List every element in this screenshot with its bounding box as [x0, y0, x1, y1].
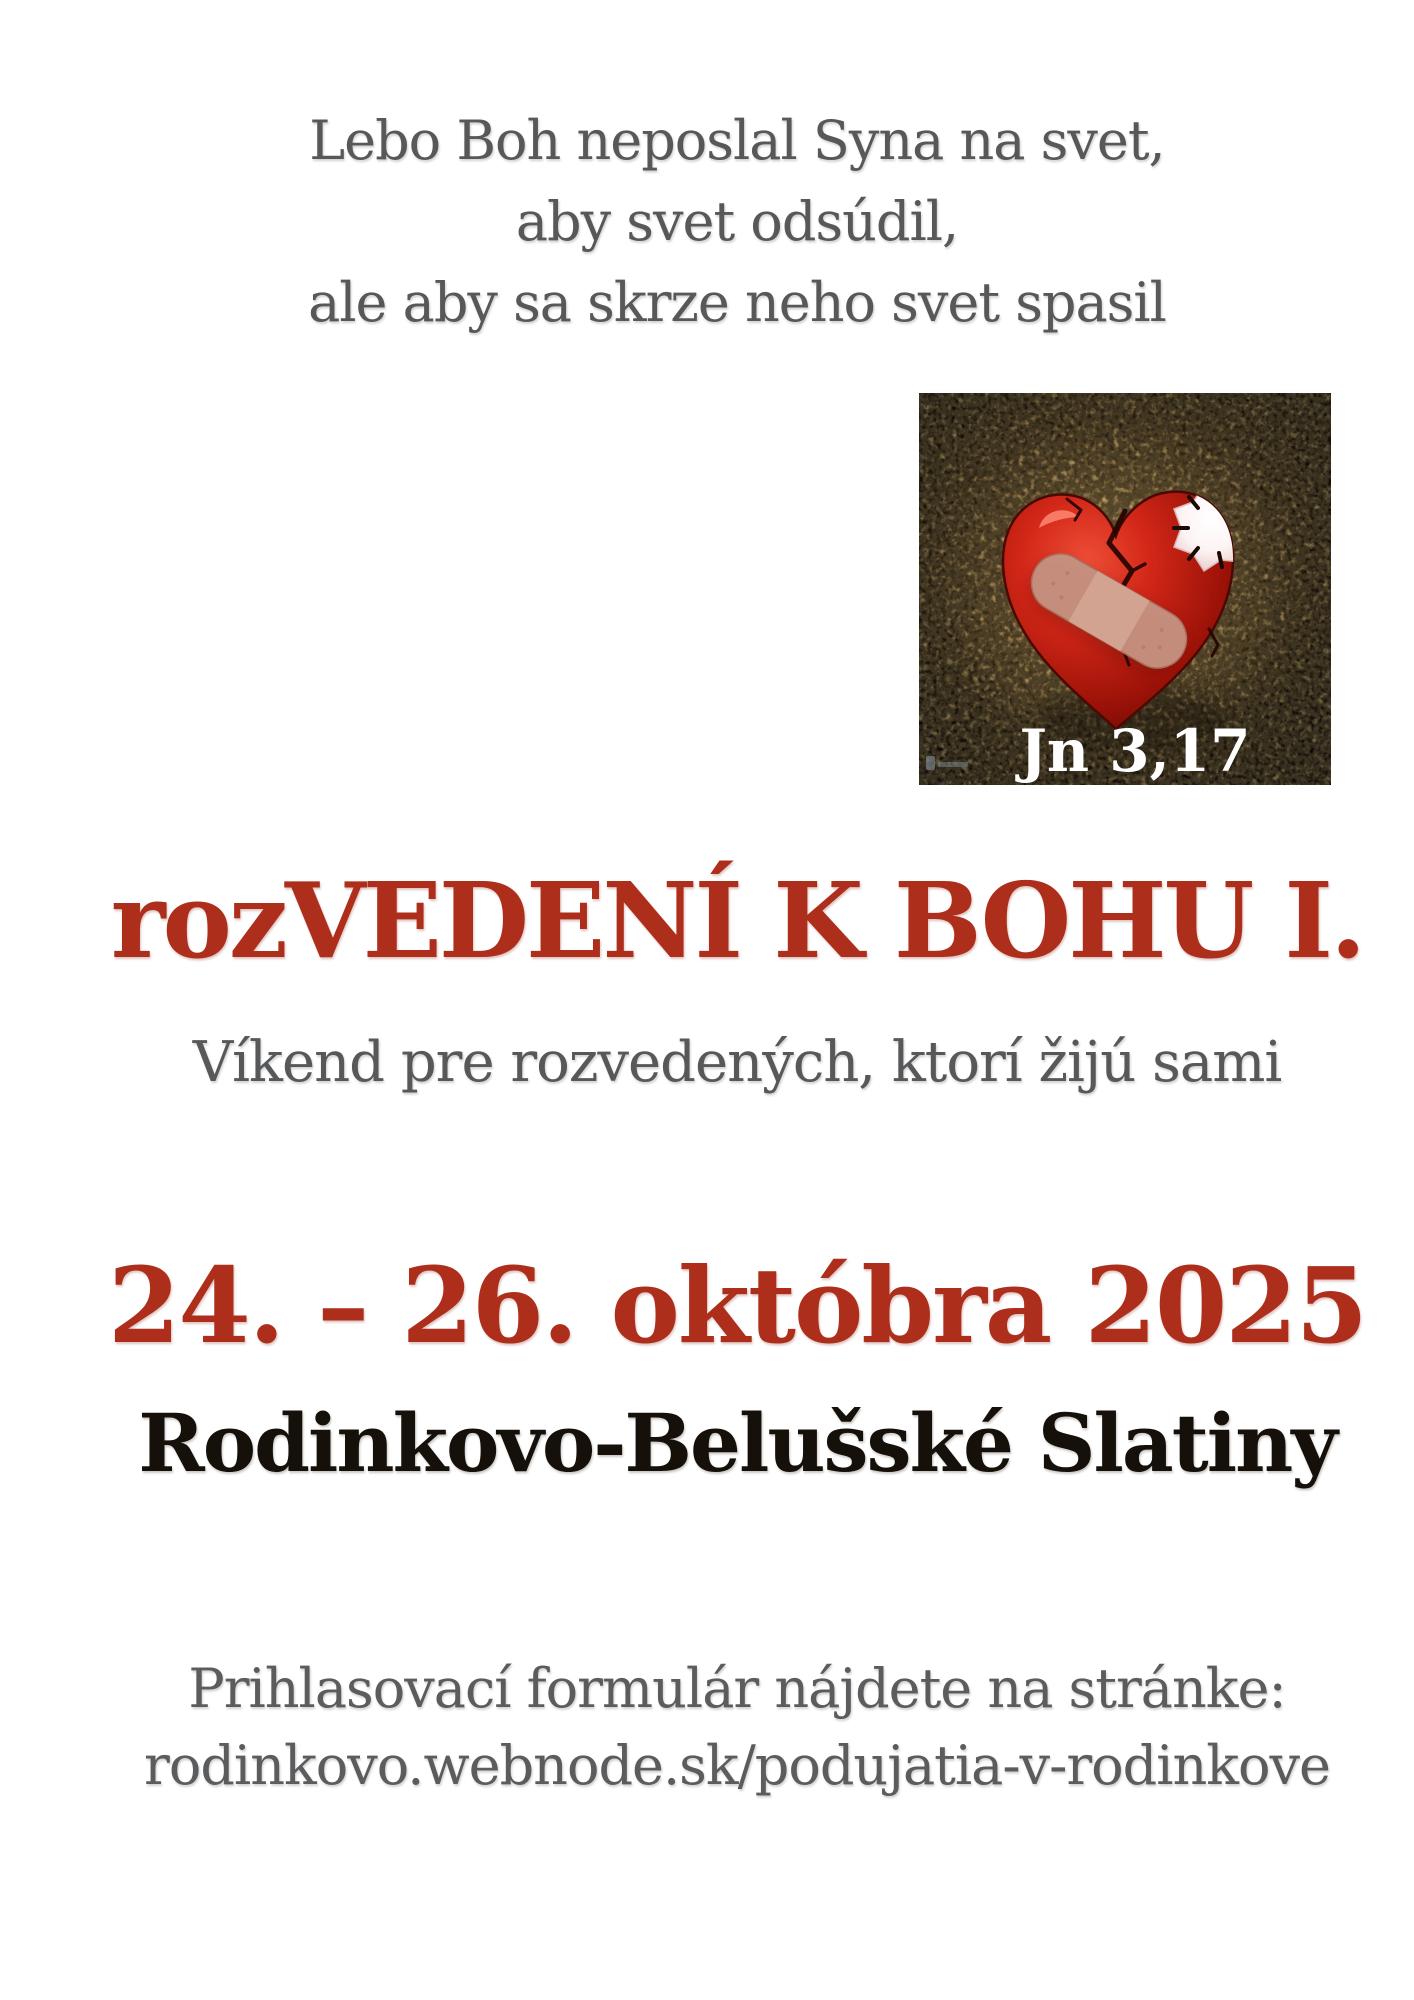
- event-date: 24. – 26. októbra 2025: [108, 1244, 1366, 1367]
- registration-info: [0, 1650, 1414, 1804]
- event-location: Rodinkovo-Belušské Slatiny: [138, 1396, 1336, 1490]
- quote-line-1: Lebo Boh neposlal Syna na svet,: [309, 109, 1165, 172]
- caption-text: Jn 3,17: [1019, 717, 1251, 785]
- quote-line-3: ale aby sa skrze neho svet spasil: [308, 271, 1166, 334]
- registration-text: Prihlasovací formulár nájdete na stránke:: [188, 1657, 1286, 1720]
- page-title: [0, 856, 1414, 986]
- registration-url: rodinkovo.webnode.sk/podujatia-v-rodinkove: [144, 1734, 1330, 1797]
- title-lowercase-part: roz: [110, 859, 285, 982]
- subtitle: Víkend pre rozvedených, ktorí žijú sami: [192, 1030, 1282, 1095]
- broken-heart-image: [919, 393, 1331, 785]
- bible-quote: [0, 100, 1414, 343]
- title-uppercase-part: VEDENÍ K BOHU I.: [284, 859, 1364, 982]
- quote-line-2: aby svet odsúdil,: [515, 190, 959, 253]
- broken-heart-icon: [919, 393, 1331, 785]
